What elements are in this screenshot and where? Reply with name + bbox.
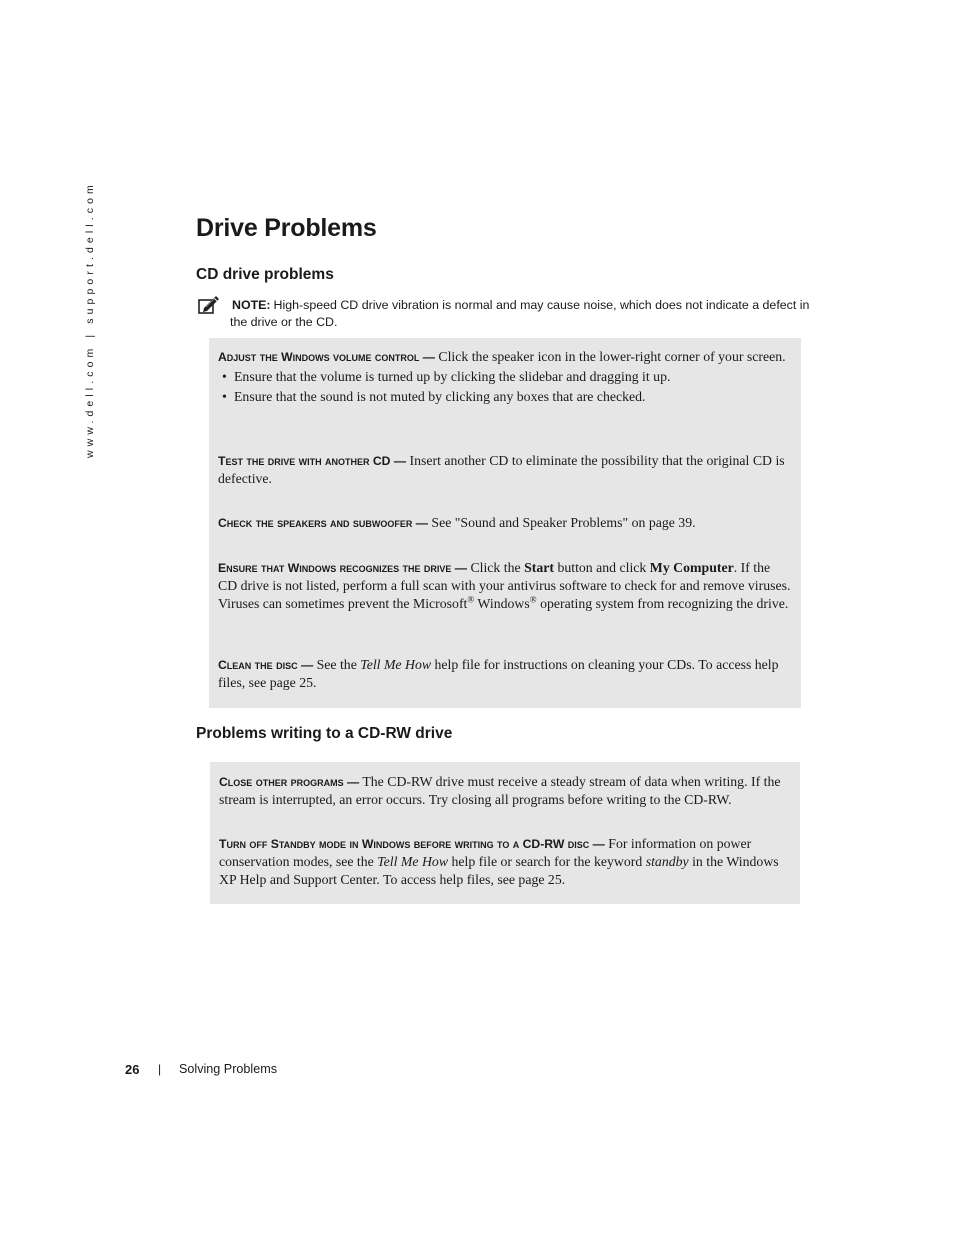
entry-adjust-volume [218, 348, 791, 408]
footer-chapter-title: Solving Problems [179, 1062, 277, 1076]
entry-text: help file or search for the keyword [451, 854, 643, 870]
entry-head: Check the speakers and subwoofer — [218, 516, 428, 530]
registered-mark: ® [467, 594, 475, 604]
my-computer-ref: My Computer [649, 560, 734, 575]
entry-turn-off-standby [219, 835, 790, 888]
entry-head: Turn off Standby mode in Windows before writing to a CD-RW disc — [219, 837, 605, 851]
list-item: • Ensure that the volume is turned up by clicking the slidebar and dragging it up. [218, 368, 791, 385]
section-heading-cd-drive-problems: CD drive problems [196, 266, 334, 283]
entry-clean-disc [218, 656, 791, 692]
entry-head: Ensure that Windows recognizes the drive — [218, 561, 467, 575]
note-pencil-icon [198, 294, 220, 314]
entry-text: The CD-RW drive must receive a steady stream of data when writing. If the stream is interrupted, an error occurs. Try closing all programs before writing to the CD-RW. [219, 774, 781, 808]
help-file-ref: Tell Me How [377, 854, 449, 870]
list-item: • Ensure that the sound is not muted by clicking any boxes that are checked. [218, 388, 791, 405]
note-block [230, 297, 820, 331]
entry-head: Clean the disc — [218, 658, 314, 672]
registered-mark: ® [529, 594, 537, 604]
page-title: Drive Problems [196, 214, 377, 242]
entry-text: See "Sound and Speaker Problems" on page 39. [431, 515, 696, 530]
footer-separator: | [158, 1062, 162, 1076]
entry-text: Insert another CD to eliminate the possibility that the original CD is defective. [218, 453, 785, 487]
entry-windows-recognizes [218, 559, 791, 612]
help-file-ref: Tell Me How [360, 657, 432, 672]
note-label: NOTE: [232, 298, 271, 312]
entry-check-speakers [218, 514, 791, 532]
keyword-ref: standby [645, 854, 689, 870]
bullet-list [218, 368, 791, 405]
entry-text: Click the speaker icon in the lower-right corner of your screen. [438, 349, 786, 364]
cd-problems-box [209, 338, 801, 708]
entry-text: operating system from recognizing the drive. [540, 595, 789, 611]
entry-text: button and click [557, 560, 647, 575]
entry-head: Adjust the Windows volume control — [218, 350, 435, 364]
entry-test-drive [218, 452, 791, 488]
entry-text: Windows [477, 595, 530, 611]
section-heading-cd-rw-problems: Problems writing to a CD-RW drive [196, 725, 453, 742]
entry-head: Close other programs — [219, 775, 360, 789]
entry-text: For information on power conservation modes, see the [219, 836, 752, 870]
entry-text: in the Windows XP Help and Support Center. To access help files, see page 25. [219, 854, 779, 887]
entry-text: . If the CD drive is not listed, perform a full scan with your antivirus software to check for and remove viruses. Viruses can sometimes prevent the Microsoft [218, 560, 791, 611]
note-text: High-speed CD drive vibration is normal and may cause noise, which does not indicate a defect in the drive or the CD. [230, 298, 810, 329]
entry-close-programs [219, 773, 790, 809]
entry-head: Test the drive with another CD — [218, 454, 407, 468]
entry-text: Click the [470, 560, 521, 575]
entry-text: See the [316, 657, 357, 672]
start-button-ref: Start [524, 560, 554, 575]
cd-rw-problems-box [210, 762, 800, 904]
entry-text: help file for instructions on cleaning your CDs. To access help files, see page 25. [218, 657, 779, 691]
side-url: www.dell.com | support.dell.com [84, 181, 96, 458]
page-number: 26 [125, 1062, 140, 1077]
